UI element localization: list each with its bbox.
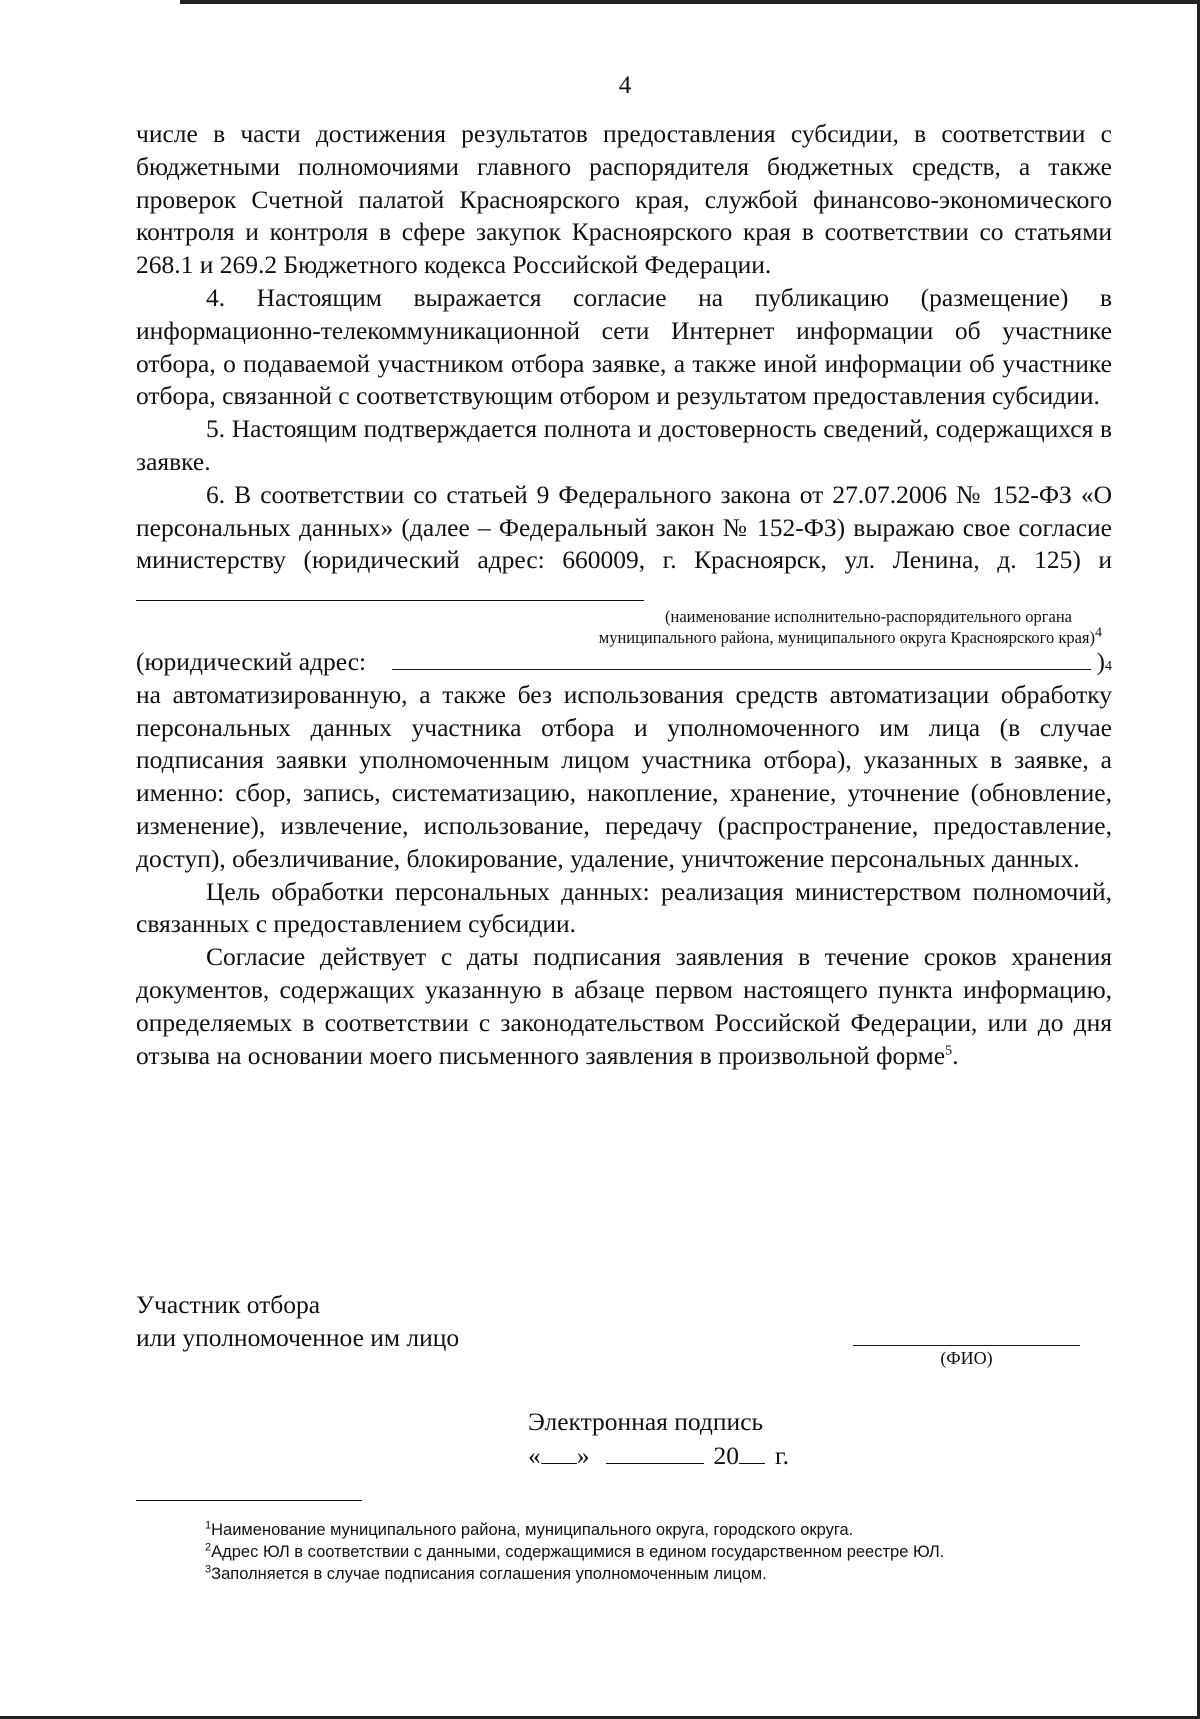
footnote-2-text: Адрес ЮЛ в соответствии с данными, содержащимися в едином государственном реестре ЮЛ. (211, 1543, 945, 1561)
footnote-3 (205, 1563, 944, 1585)
footnote-2-number: 2 (205, 1541, 212, 1554)
signer-line-2: или уполномоченное им лицо (136, 1323, 460, 1352)
paragraph-6-continuation: на автоматизированную, а также без использования средств автоматизации обработку персональных данных участника отбора и уполномоченного им лица (в случае подписания заявки уполномоченным лицом участника отбора), указанных в заявке, а именно: сбор, запись, систематизацию, накопление, хранение, уточнение (обновление, изменение), извлечение, использование, передачу (распространение, предоставление, доступ), обезличивание, блокирование, удаление, уничтожение персональных данных. (136, 679, 1112, 873)
year-suffix: г. (775, 1441, 789, 1470)
legal-address-blank[interactable] (392, 647, 1090, 670)
signer-block (136, 1288, 459, 1354)
footnote-separator (136, 1500, 362, 1501)
validity-text: Согласие действует с даты подписания заявления в течение сроков хранения документов, содержащих указанную в абзаце первом настоящего пункта информацию, определяемых в соответствии с законодательством Российской Федерации, или до дня отзыва на основании моего письменного заявления в произвольной форме (136, 942, 1112, 1070)
caption-line-1: (наименование исполнительно-распорядительного органа (665, 606, 1072, 626)
page-number: 4 (618, 72, 632, 99)
year-prefix: 20 (713, 1441, 739, 1470)
footnote-2 (205, 1541, 944, 1563)
footnote-1-text: Наименование муниципального района, муниципального округа, городского округа. (211, 1521, 854, 1539)
paragraph-6 (136, 479, 1112, 610)
legal-address-label: (юридический адрес: (136, 646, 367, 676)
month-blank[interactable] (606, 1441, 704, 1464)
caption-line-2: муниципального района, муниципального округа Красноярского края) (598, 627, 1095, 647)
organ-name-caption (136, 606, 1112, 648)
legal-address-close: ) (1096, 646, 1105, 676)
signer-line-1: Участник отбора (136, 1290, 321, 1319)
validity-end: . (952, 1040, 959, 1070)
day-blank[interactable] (541, 1441, 577, 1464)
fio-label: (ФИО) (940, 1348, 993, 1368)
date-row (528, 1439, 789, 1473)
organ-name-blank[interactable] (136, 578, 644, 601)
caption-footnote-ref: 4 (1095, 625, 1102, 641)
quote-close: » (576, 1441, 590, 1470)
quote-open: « (528, 1441, 541, 1470)
document-body (136, 118, 1112, 1072)
scan-edge-top (180, 0, 1200, 4)
footnote-3-text: Заполняется в случае подписания соглашения уполномоченным лицом. (211, 1565, 767, 1583)
paragraph-6-text: 6. В соответствии со статьей 9 Федерального закона от 27.07.2006 № 152-ФЗ «О персональных данных» (далее – Федеральный закон № 152-ФЗ) выражаю свое согласие министерству (юридический адрес: 660009, г. Красноярск, ул. Ленина, д. 125) и (136, 479, 1112, 575)
validity-paragraph (136, 941, 1112, 1072)
validity-footnote-ref: 5 (945, 1043, 953, 1059)
legal-address-row: (юридический адрес: ) 4 (136, 646, 1112, 679)
footnote-1-number: 1 (205, 1519, 212, 1532)
footnote-3-number: 3 (205, 1563, 212, 1576)
paragraph-continuation: числе в части достижения результатов предоставления субсидии, в соответствии с бюджетными полномочиями главного распорядителя бюджетных средств, а также проверок Счетной палатой Красноярского края, службой финансово-экономического контроля и контроля в сфере закупок Красноярского края в соответствии со статьями 268.1 и 269.2 Бюджетного кодекса Российской Федерации. (136, 119, 1112, 280)
electronic-signature-block (528, 1405, 789, 1473)
purpose-paragraph: Цель обработки персональных данных: реализация министерством полномочий, связанных с предоставлением субсидии. (136, 876, 1112, 939)
paragraph-5: 5. Настоящим подтверждается полнота и достоверность сведений, содержащихся в заявке. (136, 414, 1112, 476)
esig-label: Электронная подпись (528, 1407, 764, 1436)
year-blank[interactable] (739, 1441, 765, 1464)
paragraph-4: 4. Настоящим выражается согласие на публикацию (размещение) в информационно-телекоммуникационной сети Интернет информации об участнике отбора, о подаваемой участником отбора заявке, а также иной информации об участнике отбора, связанной с соответствующим отбором и результатом предоставления субсидии. (136, 282, 1112, 411)
footnotes (205, 1519, 944, 1585)
footnote-1 (205, 1519, 944, 1541)
fio-signature-line[interactable] (853, 1345, 1080, 1346)
